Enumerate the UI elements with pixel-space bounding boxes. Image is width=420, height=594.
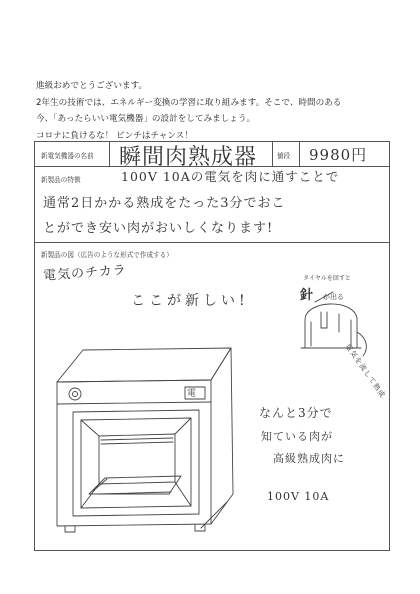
feature-line-3: とができ安い肉がおいしくなります! [43, 221, 274, 236]
price-label: 値段 [277, 152, 291, 160]
sketch-layer [35, 142, 391, 552]
intro-line-1: 進級おめでとうございます。 [36, 81, 148, 91]
needle-out: が出る [323, 293, 344, 301]
caption-line-2: 知ている肉が [261, 430, 333, 443]
design-form [34, 141, 390, 551]
needle-word: 針 [300, 288, 315, 303]
caption-spec: 100V 10A [267, 490, 330, 503]
caption-line-1: なんと3分で [259, 406, 333, 420]
ad-subtitle: ここが新しい! [131, 293, 249, 309]
product-price: 9980円 [309, 146, 368, 164]
oven-sketch [57, 348, 233, 532]
name-label: 新電気機器の名前 [41, 152, 94, 160]
ad-title: 電気のチカラ [42, 263, 128, 284]
intro-text [36, 78, 396, 144]
plug-note: 電気を流して熟成 [343, 342, 387, 400]
product-name: 瞬間肉熟成器 [119, 145, 258, 170]
figure-label: 新製品の図（広告のような形式で作成する） [41, 251, 173, 259]
intro-line-3: 今、「あったらいい電気機器」の設計をしてみましょう。 [36, 114, 256, 124]
oven-panel-mark: 電 [187, 389, 197, 399]
feature-label: 新製品の特徴 [41, 176, 81, 184]
needle-note: タイヤルを回すと [303, 275, 351, 282]
caption-line-3: 高級熟成肉に [273, 452, 345, 465]
intro-line-2: 2年生の技術では、エネルギー変換の学習に取り組みます。そこで、時間のある [36, 97, 342, 108]
intro-line-4: コロナに負けるな！ ピンチはチャンス！ [36, 130, 193, 141]
feature-line-2: 通常2日かかる熟成をたった3分でおこ [43, 196, 286, 211]
feature-line-1: 100V 10Aの電気を肉に通すことで [121, 169, 340, 184]
needle-device-sketch [301, 292, 366, 356]
